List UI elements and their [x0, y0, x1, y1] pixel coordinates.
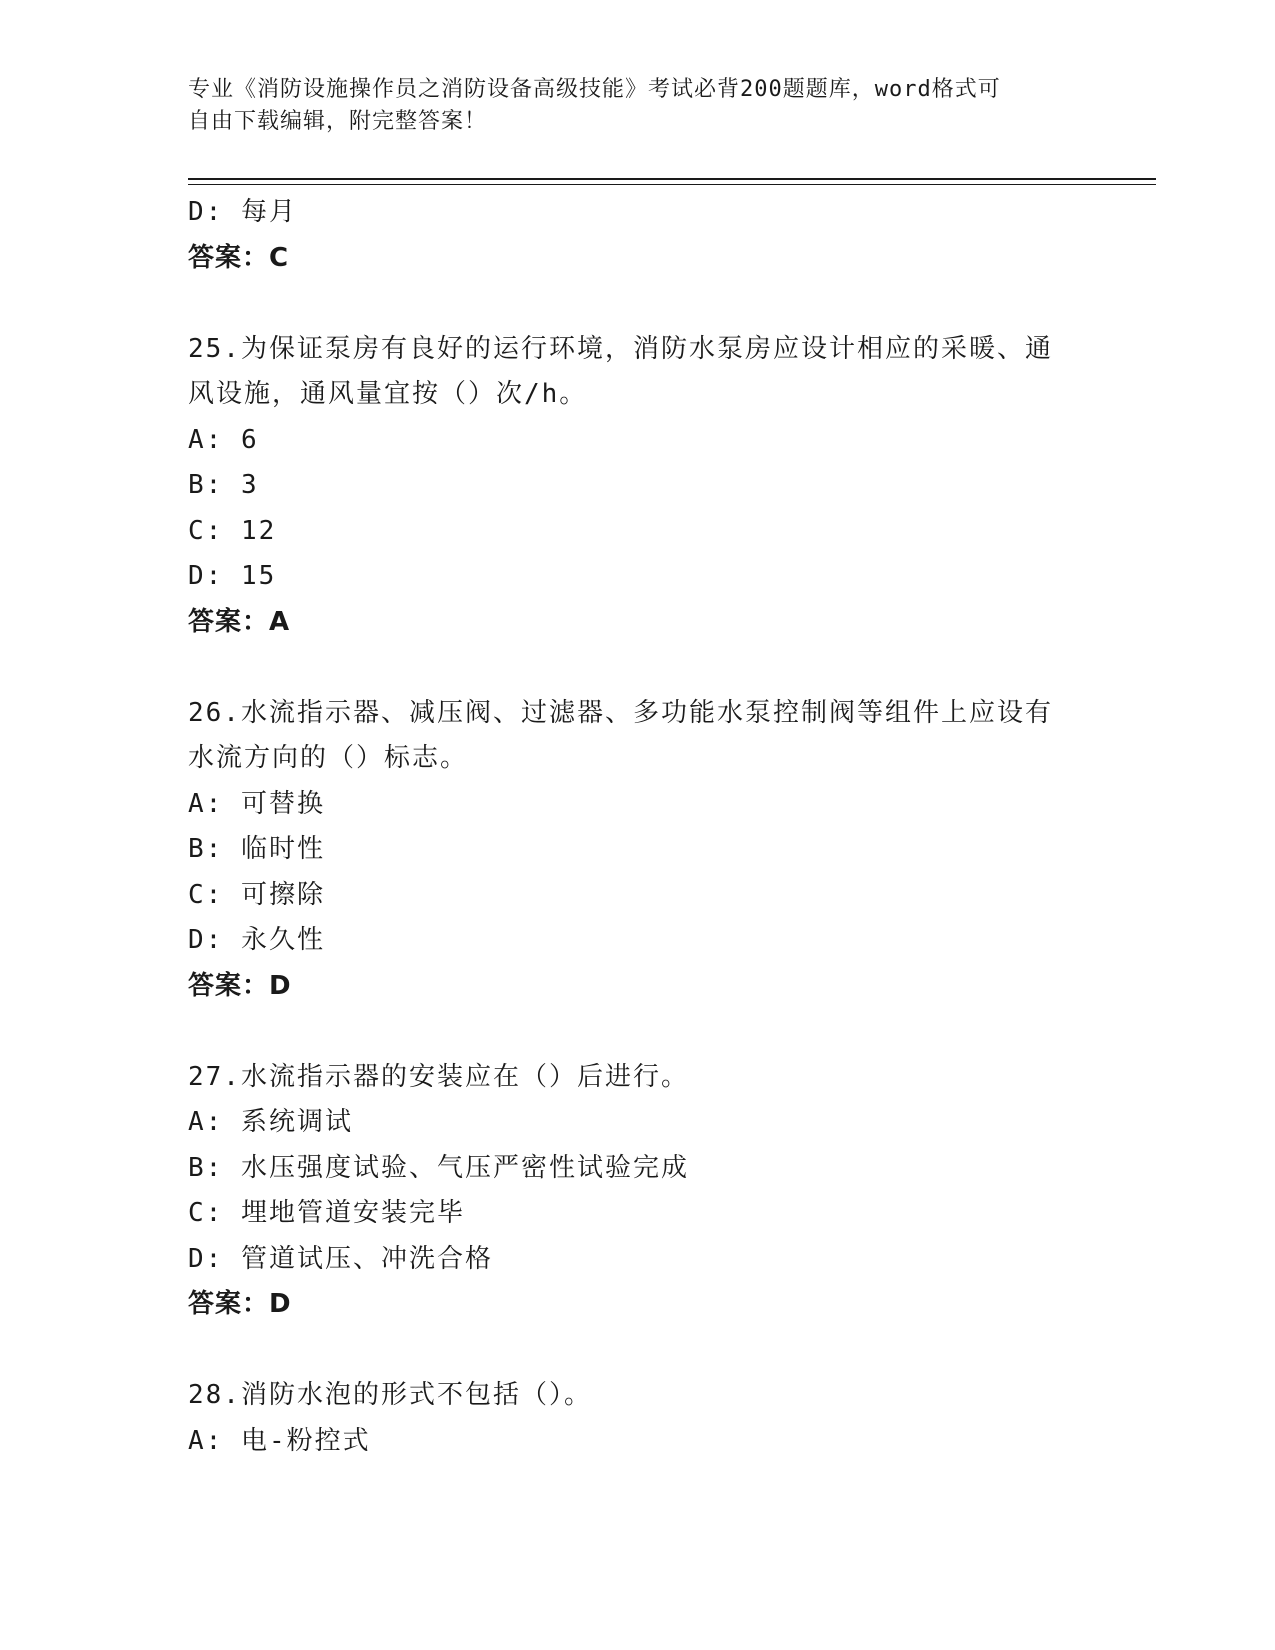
option-d: D: 永久性	[188, 925, 325, 955]
option-d: D: 15	[188, 561, 277, 591]
question-stem: 27.水流指示器的安装应在（）后进行。	[188, 1061, 689, 1092]
question-stem-continued: 水流方向的（）标志。	[188, 743, 469, 773]
question-stem: 26.水流指示器、减压阀、过滤器、多功能水泵控制阀等组件上应设有	[188, 697, 1053, 728]
question-28	[188, 1373, 1088, 1464]
option-a: A: 电-粉控式	[188, 1425, 371, 1456]
spacer	[188, 1328, 1088, 1374]
header-divider-thin	[188, 184, 1156, 185]
answer-line: 答案：A	[188, 606, 291, 637]
option-c: C: 埋地管道安装完毕	[188, 1198, 465, 1228]
question-stem-continued: 风设施，通风量宜按（）次/h。	[188, 379, 588, 409]
header-divider-thick	[188, 178, 1156, 180]
question-25	[188, 327, 1088, 646]
option-b: B: 水压强度试验、气压严密性试验完成	[188, 1152, 689, 1183]
question-stem: 28.消防水泡的形式不包括（）。	[188, 1380, 592, 1410]
option-a: A: 可替换	[188, 788, 325, 819]
option-d: D: 每月	[188, 197, 297, 227]
answer-line: 答案：C	[188, 242, 290, 273]
question-24-tail	[188, 190, 1088, 281]
answer-line: 答案：D	[188, 970, 292, 1001]
question-27	[188, 1055, 1088, 1328]
spacer	[188, 281, 1088, 327]
page-header	[188, 74, 1088, 138]
answer-line: 答案：D	[188, 1289, 292, 1319]
question-list	[188, 190, 1088, 1464]
question-26	[188, 691, 1088, 1010]
option-b: B: 临时性	[188, 834, 325, 864]
option-b: B: 3	[188, 470, 259, 500]
spacer	[188, 645, 1088, 691]
header-line-1: 专业《消防设施操作员之消防设备高级技能》考试必背200题题库，word格式可	[188, 77, 1001, 102]
option-a: A: 6	[188, 424, 259, 455]
option-d: D: 管道试压、冲洗合格	[188, 1243, 493, 1274]
header-line-2: 自由下载编辑，附完整答案！	[188, 109, 488, 134]
question-stem: 25.为保证泵房有良好的运行环境，消防水泵房应设计相应的采暖、通	[188, 333, 1053, 364]
spacer	[188, 1009, 1088, 1055]
option-a: A: 系统调试	[188, 1107, 353, 1137]
option-c: C: 可擦除	[188, 879, 325, 910]
option-c: C: 12	[188, 515, 277, 546]
